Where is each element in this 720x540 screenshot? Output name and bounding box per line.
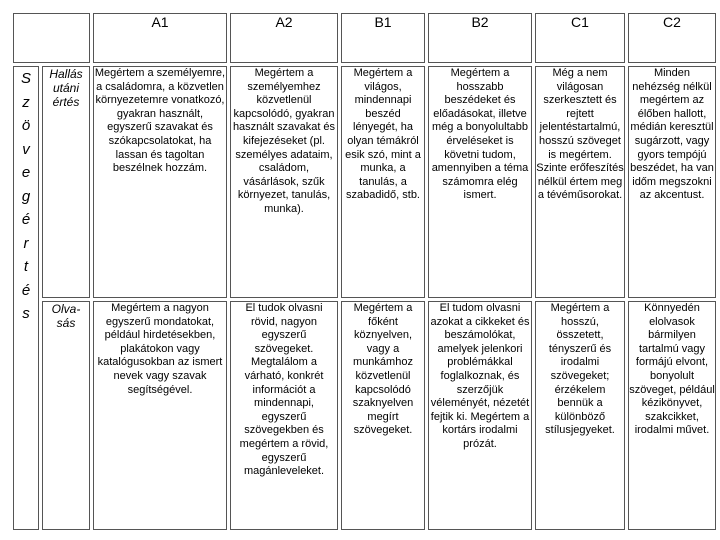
cell-listening-c2 [628,66,716,298]
vertical-letter: r [23,234,29,252]
cell-text: El tudok olvasni rövid, nagyon egyszerű szövegeket. Megtalálom a várható, konkrét információt a mindennapi, egyszerű szövegekben és megértem a rövid, egyszerű magánleveleket. [239,302,329,478]
cell-text: Megértem a világos, mindennapi beszéd lényegét, ha olyan témákról esik szó, mint a munka, a tanulás, a szabadidő, stb. [345,67,421,202]
cell-listening-a2 [230,66,338,298]
table-row-reading [13,301,716,530]
vertical-letter: g [21,187,31,205]
column-header-c2: C2 [628,13,716,63]
row-label-reading [42,301,90,530]
language-level-table [10,10,719,533]
column-header-a2: A2 [230,13,338,63]
corner-cell [13,13,90,63]
cell-listening-c1 [535,66,625,298]
column-header-c1: C1 [535,13,625,63]
vertical-letter: é [21,211,31,228]
cell-listening-b2 [428,66,532,298]
vertical-letter: v [22,140,30,158]
cell-listening-a1 [93,66,227,298]
cell-listening-b1 [341,66,425,298]
row-label-text: Hallás utáni értés [49,67,83,109]
cell-reading-a2 [230,301,338,530]
vertical-letter: e [21,164,31,181]
column-header-a1: A1 [93,13,227,63]
cell-text: Könnyedén elolvasok bármilyen tartalmú vagy formájú elvont, bonyolult szöveget, például kézikönyvet, szakcikket, irodalmi művet. [629,302,715,437]
vertical-letter: S [20,70,31,87]
cell-text: Megértem a személyemhez közvetlenül kapcsolódó, gyakran használt szavakat és kifejezéseket (pl. személyes adataim, családom, vásárlások, szűk környezet, tanulás, munka). [232,67,336,215]
row-label-text: Olva- sás [51,302,81,330]
cell-text: Megértem a személyemre, a családomra, a közvetlen környezetemre vonatkozó, gyakran használt, egyszerű szavakat és szókapcsolatokat, ha lassan és tagoltan beszélnek hozzám. [94,67,226,175]
cell-reading-a1 [93,301,227,530]
column-header-b1: B1 [341,13,425,63]
cell-text: Minden nehézség nélkül megértem az élőben hallott, médián keresztül sugárzott, vagy gyors tempójú beszédet, ha van időm megszokni az akcentust. [630,67,714,202]
vertical-letter: s [22,305,30,322]
vertical-letter: t [23,258,29,275]
cell-text: Megértem a hosszabb beszédeket és előadásokat, illetve még a bonyolultabb érveléseket is követni tudom, amennyiben a téma számomra elég ismert. [431,67,529,202]
cell-reading-b1 [341,301,425,530]
cell-text: Megértem a hosszú, összetett, tényszerű és irodalmi szövegeket; érzékelem bennük a különböző stílusjegyeket. [545,302,615,437]
table-row-listening [13,66,716,298]
cell-text: Megértem a főként köznyelven, vagy a munkámhoz közvetlenül kapcsolódó szaknyelven megírt szövegeket. [352,302,414,437]
cell-text: Még a nem világosan szerkesztett és rejtett jelentéstartalmú, hosszú szöveget is megértem. Szinte erőfeszítés nélkül értem meg a tévéműsorokat. [536,67,624,202]
column-header-b2: B2 [428,13,532,63]
row-label-listening [42,66,90,298]
cell-reading-b2 [428,301,532,530]
vertical-letter: z [22,93,30,111]
vertical-letter: é [21,281,31,299]
cell-text: El tudom olvasni azokat a cikkeket és beszámolókat, amelyek jelenkori problémákkal foglalkoznak, és szerzőjük véleményét, nézetét fejtik ki. Megértem a kortárs irodalmi prózát. [430,302,530,450]
cell-reading-c2 [628,301,716,530]
cell-text: Megértem a nagyon egyszerű mondatokat, például hirdetésekben, plakátokon vagy katalógusokban az ismert nevek vagy szavak segítségével. [97,302,223,396]
header-row [13,13,716,63]
vertical-letter: ö [21,117,31,134]
cell-reading-c1 [535,301,625,530]
vertical-label-szovegertes [13,66,39,530]
